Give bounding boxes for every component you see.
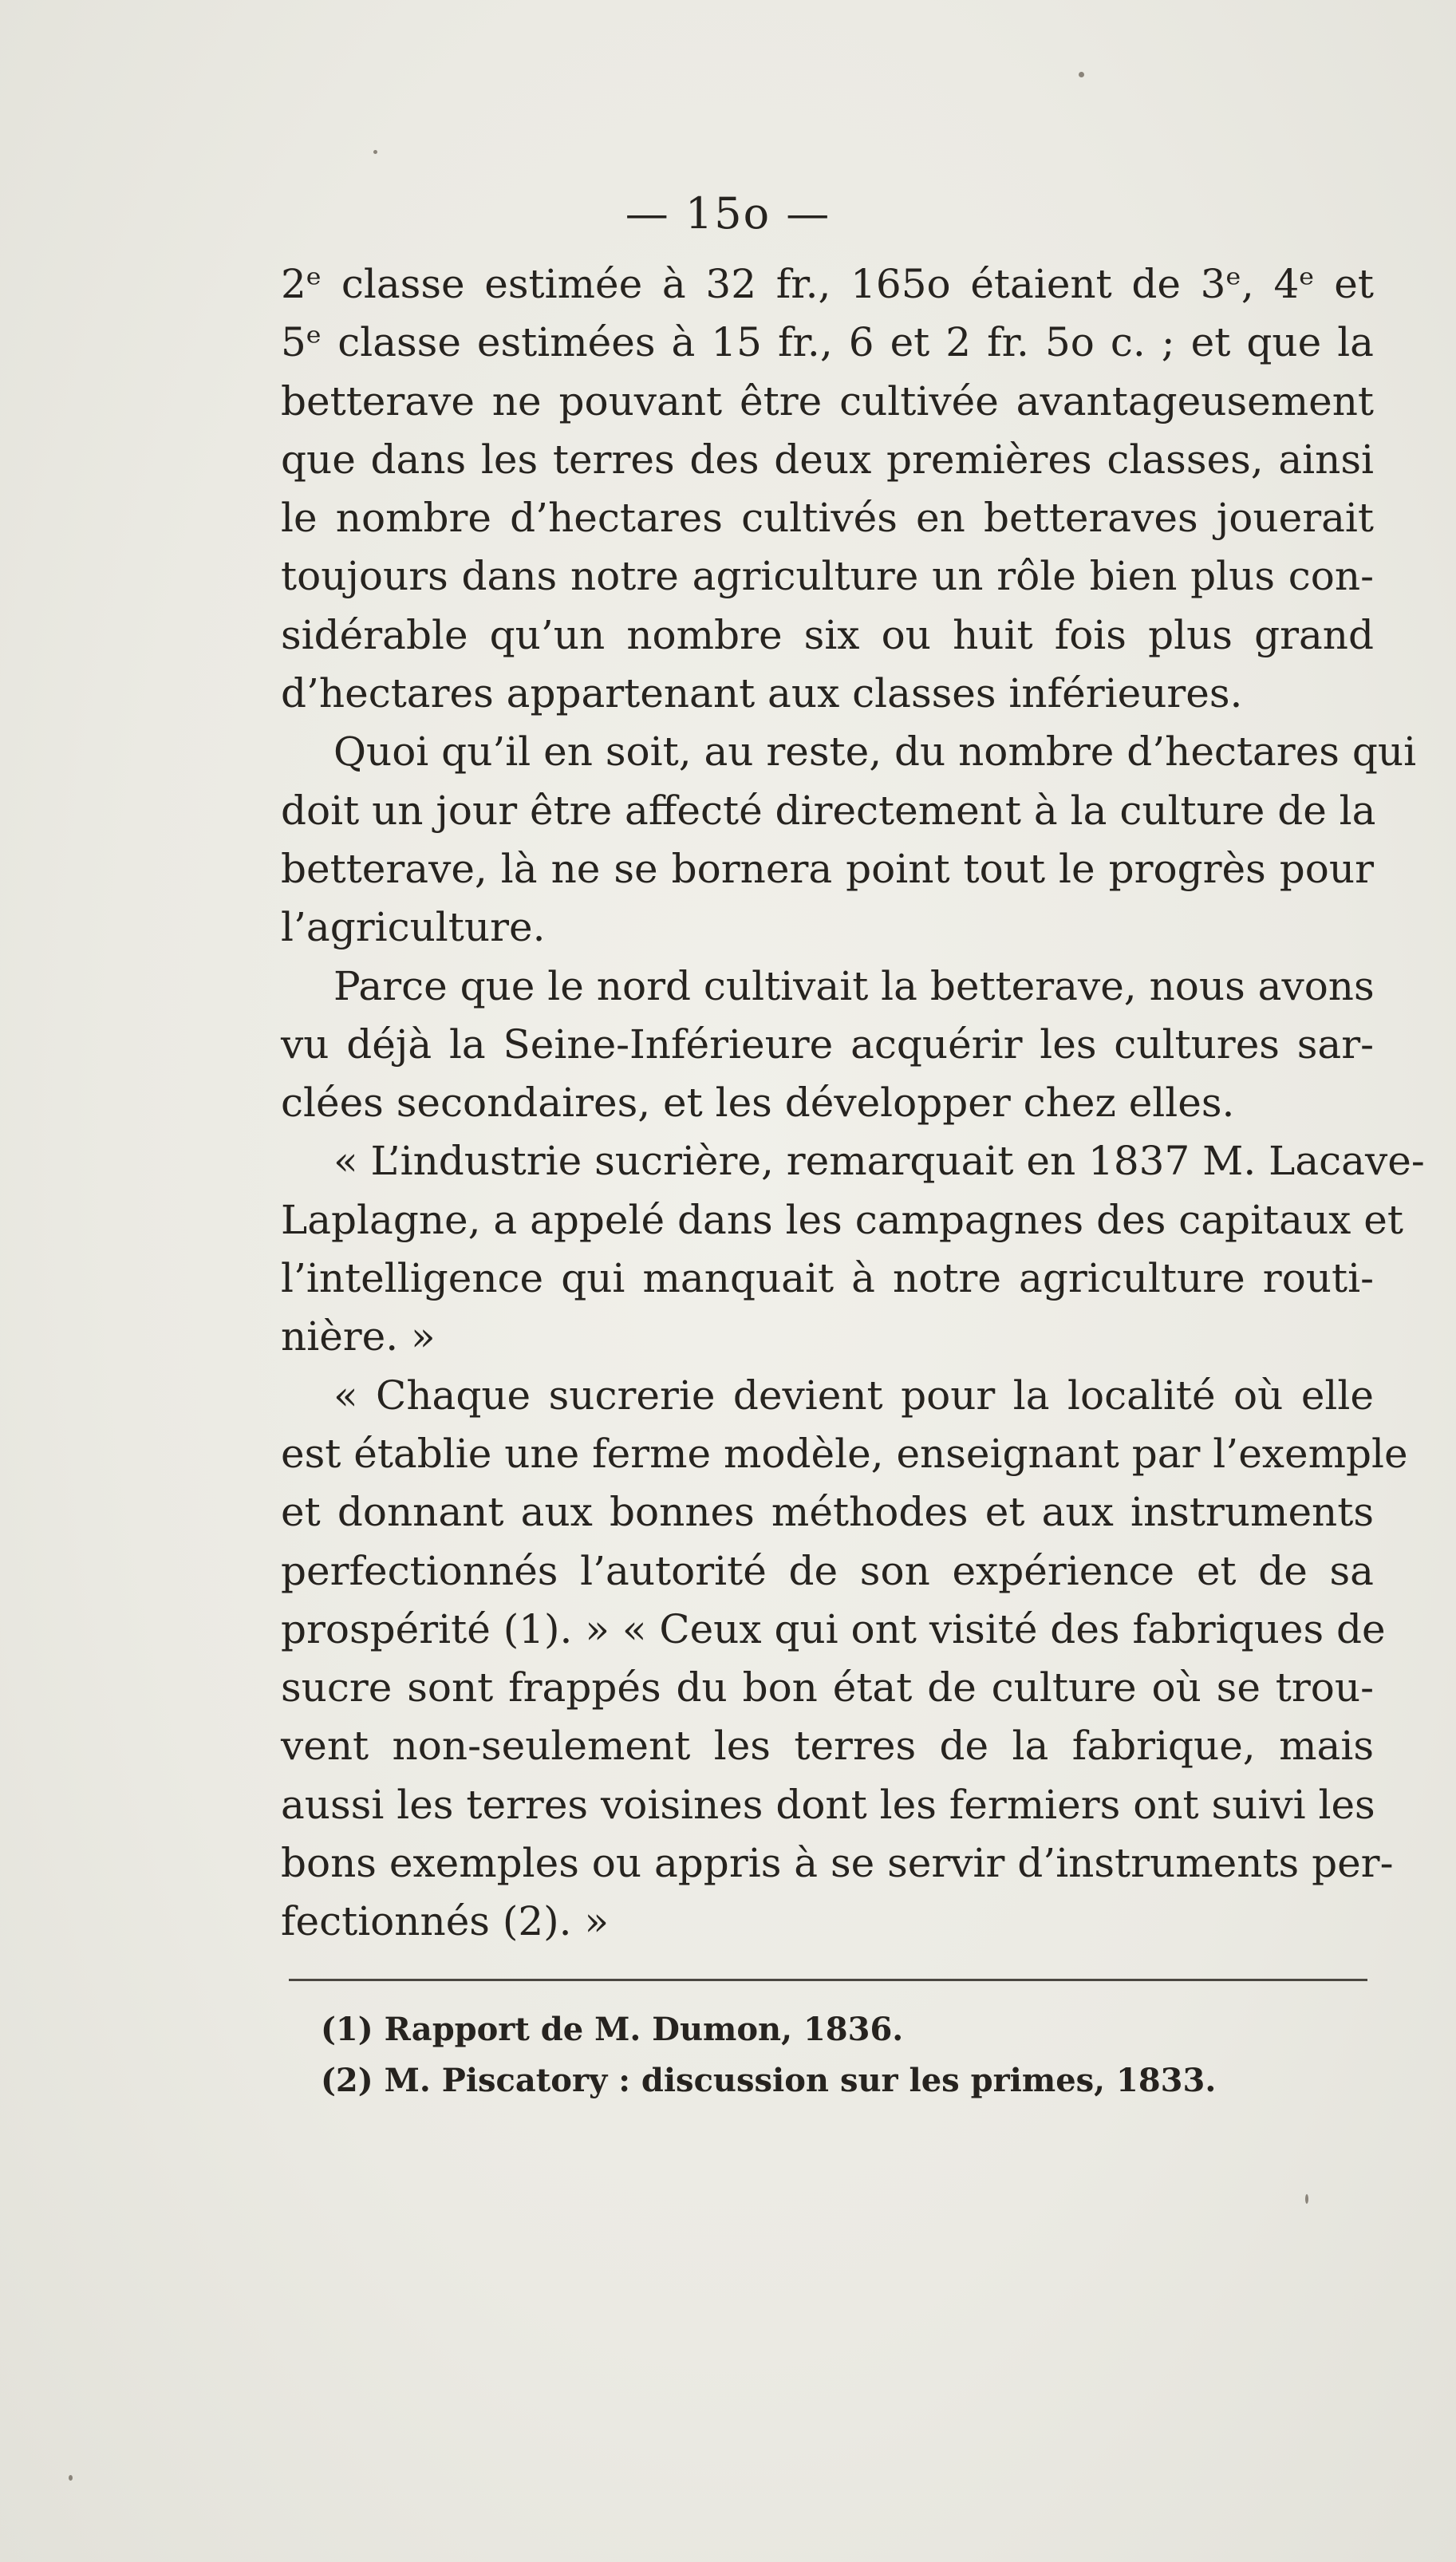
text-line: le nombre d’hectares cultivés en betteraves jouerait: [281, 495, 1374, 542]
text-line: perfectionnés l’autorité de son expérience et de sa: [281, 1547, 1374, 1594]
paper-speck: [69, 2475, 73, 2481]
footnote-1: (1) Rapport de M. Dumon, 1836.: [321, 2011, 904, 2048]
text-line: Quoi qu’il en soit, au reste, du nombre d’hectares qui: [333, 728, 1417, 776]
text-line: est établie une ferme modèle, enseignant par l’exemple: [281, 1430, 1408, 1477]
text-line: vent non-seulement les terres de la fabrique, mais: [281, 1723, 1374, 1770]
text-line: Laplagne, a appelé dans les campagnes des capitaux et: [281, 1196, 1403, 1243]
text-line: betterave ne pouvant être cultivée avantageusement: [281, 377, 1374, 424]
text-line: sidérable qu’un nombre six ou huit fois plus grand: [281, 611, 1374, 658]
paper-speck: [1079, 72, 1084, 77]
text-line: doit un jour être affecté directement à la culture de la: [281, 787, 1376, 834]
text-line: Parce que le nord cultivait la betterave, nous avons: [333, 962, 1375, 1009]
text-line: que dans les terres des deux premières classes, ainsi: [281, 436, 1374, 483]
text-line: toujours dans notre agriculture un rôle bien plus con-: [281, 553, 1374, 600]
text-line: 5ᵉ classe estimées à 15 fr., 6 et 2 fr. 5o c. ; et que la: [281, 319, 1374, 366]
text-line: 2ᵉ classe estimée à 32 fr., 165o étaient de 3ᵉ, 4ᵉ et: [281, 261, 1374, 307]
paper-speck: [373, 150, 377, 154]
body-text: [281, 255, 1425, 1952]
paper-speck: [1305, 2194, 1308, 2204]
text-line: « L’industrie sucrière, remarquait en 1837 M. Lacave-: [333, 1138, 1425, 1185]
text-line: clées secondaires, et les développer chez elles.: [281, 1080, 1235, 1127]
footnote-2: (2) M. Piscatory : discussion sur les primes, 1833.: [321, 2062, 1217, 2099]
footnotes: [321, 2004, 1358, 2106]
text-line: fectionnés (2). »: [281, 1898, 610, 1945]
text-line: « Chaque sucrerie devient pour la localité où elle: [333, 1372, 1374, 1419]
text-line: d’hectares appartenant aux classes inférieures.: [281, 670, 1243, 717]
page-number: — 15o —: [625, 188, 831, 239]
text-line: bons exemples ou appris à se servir d’instruments per-: [281, 1840, 1394, 1887]
text-line: l’agriculture.: [281, 904, 546, 951]
footnote-rule: [289, 1979, 1367, 1981]
text-line: aussi les terres voisines dont les fermiers ont suivi les: [281, 1781, 1375, 1828]
text-line: sucre sont frappés du bon état de culture où se trou-: [281, 1664, 1374, 1711]
text-line: vu déjà la Seine-Inférieure acquérir les cultures sar-: [281, 1020, 1374, 1068]
text-line: prospérité (1). » « Ceux qui ont visité des fabriques de: [281, 1605, 1386, 1652]
text-line: et donnant aux bonnes méthodes et aux instruments: [281, 1489, 1374, 1536]
text-line: betterave, là ne se bornera point tout le progrès pour: [281, 845, 1374, 892]
text-line: nière. »: [281, 1313, 436, 1360]
text-line: l’intelligence qui manquait à notre agriculture routi-: [281, 1255, 1374, 1302]
